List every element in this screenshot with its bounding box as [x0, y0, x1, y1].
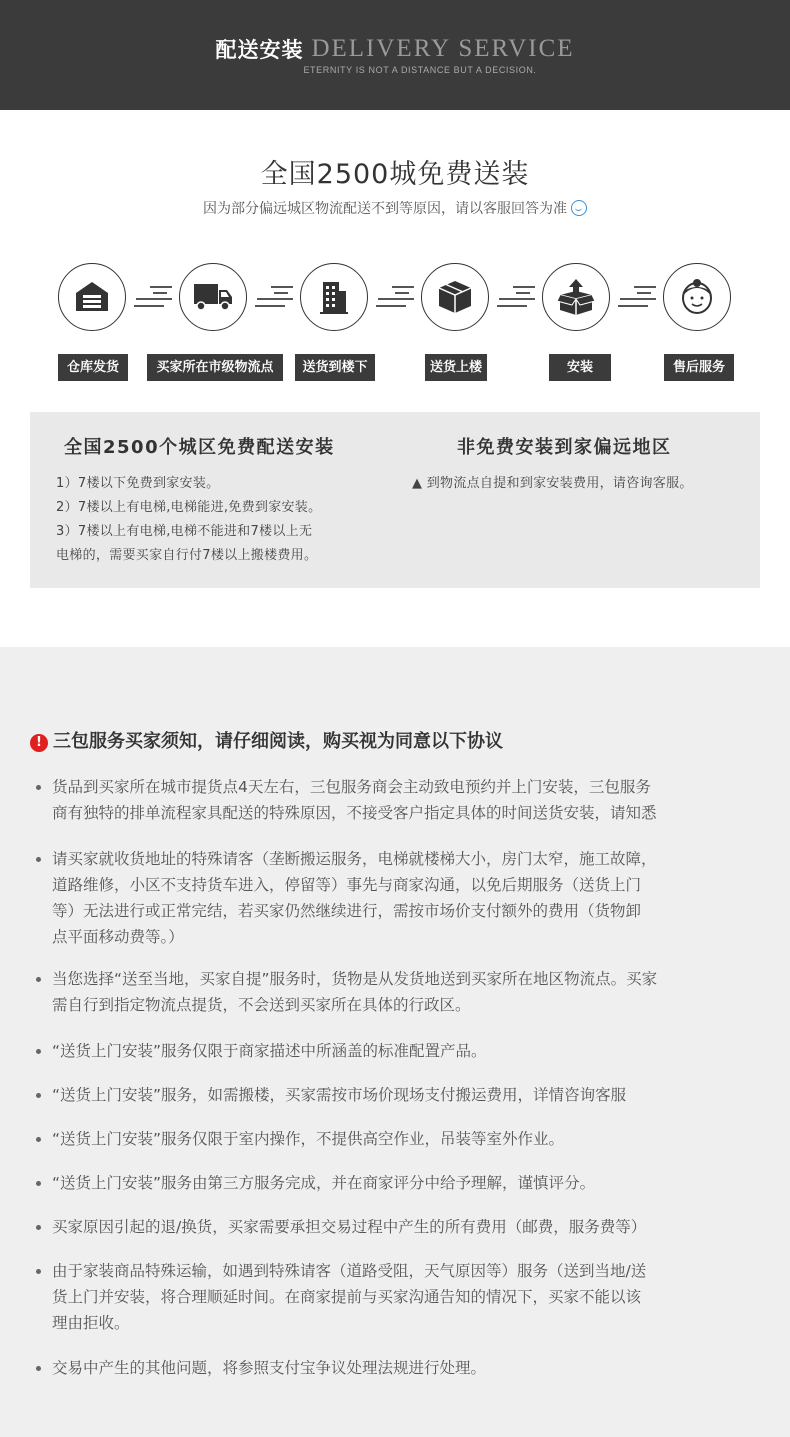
notice-item-line: 请买家就收货地址的特殊请客（垄断搬运服务，电梯就楼梯大小，房门太窄，施工故障， — [52, 850, 657, 868]
free-coverage-title: 全国2500个城区免费配送安装 — [64, 437, 335, 458]
bullet-dot — [36, 857, 41, 862]
notice-item — [52, 1258, 764, 1336]
open-box-icon — [542, 263, 610, 331]
step-connector — [253, 284, 293, 310]
step-label-downstairs: 送货到楼下 — [295, 354, 375, 381]
notice-item-line: 交易中产生的其他问题，将参照支付宝争议处理法规进行处理。 — [52, 1359, 487, 1377]
notice-item — [52, 1126, 764, 1152]
notice-item — [52, 774, 764, 826]
smile-icon — [571, 200, 587, 216]
notice-item-line: 买家原因引起的退/换货，买家需要承担交易过程中产生的所有费用（邮费，服务费等） — [52, 1218, 647, 1236]
remote-coverage-line: ▲ 到物流点自提和到家安装费用，请咨询客服。 — [412, 476, 693, 491]
step-label-upstairs: 送货上楼 — [425, 354, 487, 381]
notice-heading-text: 三包服务买家须知，请仔细阅读，购买视为同意以下协议 — [53, 731, 503, 752]
intro-subtitle-text: 因为部分偏远城区物流配送不到等原因，请以客服回答为准 — [203, 201, 567, 217]
notice-item — [52, 846, 764, 950]
box-icon — [421, 263, 489, 331]
service-person-icon — [663, 263, 731, 331]
building-icon — [300, 263, 368, 331]
bullet-dot — [36, 785, 41, 790]
notice-item-line: “送货上门安装”服务，如需搬楼，买家需按市场价现场支付搬运费用，详情咨询客服 — [52, 1086, 627, 1104]
step-label-warehouse: 仓库发货 — [58, 354, 128, 381]
notice-heading — [30, 727, 503, 753]
free-coverage-line: 电梯的，需要买家自行付7楼以上搬楼费用。 — [56, 548, 318, 563]
step-connector — [495, 284, 535, 310]
bullet-dot — [36, 1093, 41, 1098]
step-connector — [374, 284, 414, 310]
bullet-dot — [36, 1366, 41, 1371]
header-subtitle: ETERNITY IS NOT A DISTANCE BUT A DECISION. — [303, 65, 537, 75]
notice-item-line: 点平面移动费等。） — [52, 928, 184, 946]
notice-item — [52, 1038, 764, 1064]
bullet-dot — [36, 977, 41, 982]
truck-icon — [179, 263, 247, 331]
header-title-cn: 配送安装 — [215, 38, 304, 62]
notice-item — [52, 1355, 764, 1381]
header-title — [0, 34, 790, 64]
notice-item-line: 商有独特的排单流程家具配送的特殊原因，不接受客户指定具体的时间送货安装，请知悉 — [52, 804, 657, 822]
step-connector — [132, 284, 172, 310]
warehouse-icon — [58, 263, 126, 331]
warning-icon: ! — [30, 734, 48, 752]
notice-item-line: “送货上门安装”服务仅限于商家描述中所涵盖的标准配置产品。 — [52, 1042, 487, 1060]
free-coverage-line: 2）7楼以上有电梯,电梯能进,免费到家安装。 — [56, 500, 322, 515]
notice-item-line: 需自行到指定物流点提货，不会送到买家所在具体的行政区。 — [52, 996, 471, 1014]
bullet-dot — [36, 1137, 41, 1142]
free-coverage-line: 1）7楼以下免费到家安装。 — [56, 476, 220, 491]
notice-item-line: 道路维修，小区不支持货车进入，停留等）事先与商家沟通，以免后期服务（送货上门 — [52, 876, 642, 894]
step-connector — [616, 284, 656, 310]
bullet-dot — [36, 1181, 41, 1186]
notice-item-line: 理由拒收。 — [52, 1314, 130, 1332]
notice-item — [52, 1170, 764, 1196]
intro-title: 全国2500城免费送装 — [260, 159, 530, 190]
notice-item — [52, 966, 764, 1018]
bullet-dot — [36, 1269, 41, 1274]
intro-subtitle — [0, 198, 790, 218]
step-label-logistics: 买家所在市级物流点 — [147, 354, 283, 381]
step-label-install: 安装 — [549, 354, 611, 381]
notice-item — [52, 1214, 764, 1240]
notice-item-line: 等）无法进行或正常完结，若买家仍然继续进行，需按市场价支付额外的费用（货物卸 — [52, 902, 642, 920]
notice-item — [52, 1082, 764, 1108]
bullet-dot — [36, 1225, 41, 1230]
step-label-after-sales: 售后服务 — [664, 354, 734, 381]
notice-item-line: “送货上门安装”服务由第三方服务完成，并在商家评分中给予理解，谨慎评分。 — [52, 1174, 596, 1192]
free-coverage-line: 3）7楼以上有电梯,电梯不能进和7楼以上无 — [56, 524, 313, 539]
notice-item-line: “送货上门安装”服务仅限于室内操作，不提供高空作业，吊装等室外作业。 — [52, 1130, 565, 1148]
page-header — [0, 0, 790, 110]
notice-item-line: 货上门并安装，将合理顺延时间。在商家提前与买家沟通告知的情况下，买家不能以该 — [52, 1288, 642, 1306]
header-title-en: DELIVERY SERVICE — [311, 35, 575, 62]
bullet-dot — [36, 1049, 41, 1054]
notice-item-line: 当您选择“送至当地，买家自提”服务时，货物是从发货地送到买家所在地区物流点。买家 — [52, 970, 658, 988]
notice-item-line: 由于家装商品特殊运输，如遇到特殊请客（道路受阻，天气原因等）服务（送到当地/送 — [52, 1262, 647, 1280]
remote-coverage-title: 非免费安装到家偏远地区 — [457, 437, 672, 458]
notice-item-line: 货品到买家所在城市提货点4天左右，三包服务商会主动致电预约并上门安装，三包服务 — [52, 778, 651, 796]
